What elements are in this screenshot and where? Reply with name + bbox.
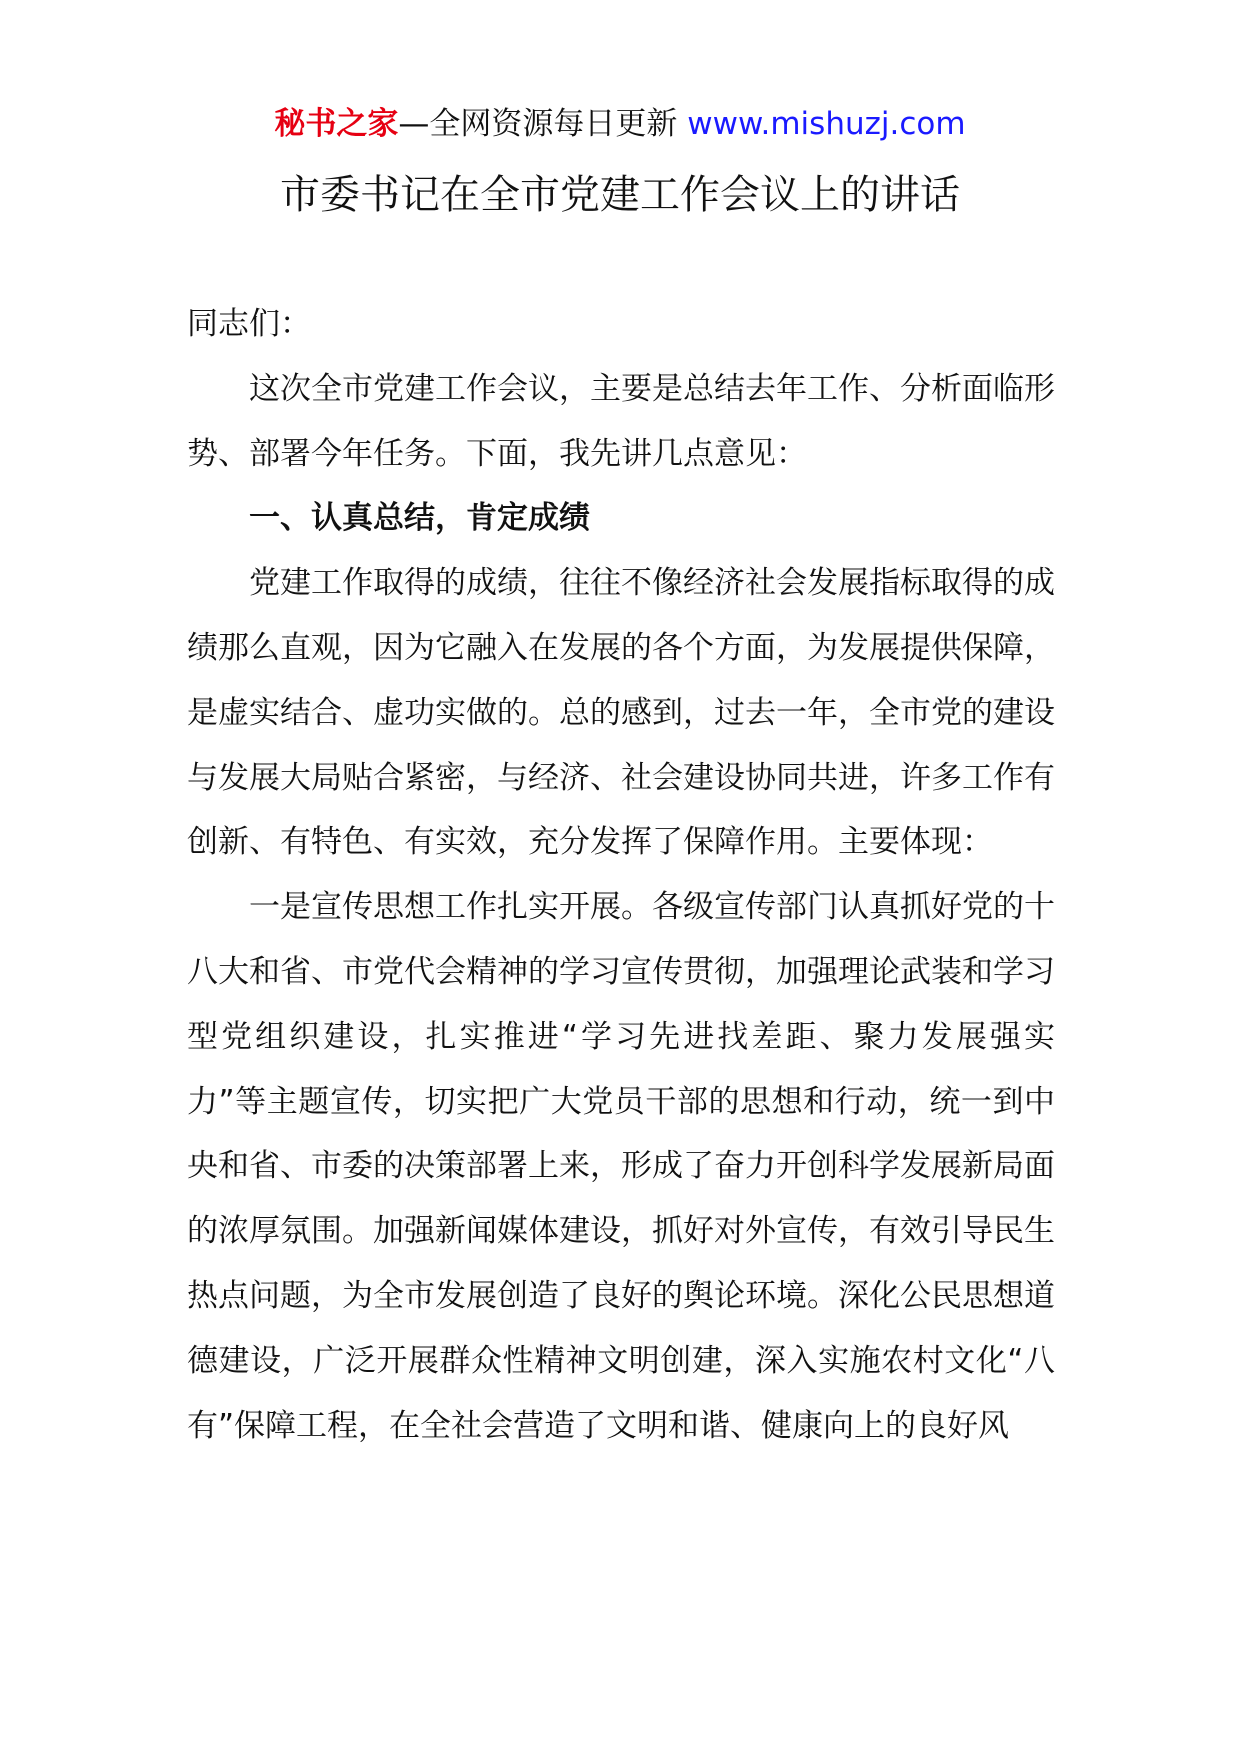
site-brand: 秘书之家 xyxy=(274,106,399,142)
paragraph-achievements: 党建工作取得的成绩，往往不像经济社会发展指标取得的成绩那么直观，因为它融入在发展的各个方面，为发展提供保障，是虚实结合、虚功实做的。总的感到，过去一年，全市党的建设与发展大局贴合紧密，与经济、社会建设协同共进，许多工作有创新、有特色、有实效，充分发挥了保障作用。主要体现： xyxy=(187,565,1055,861)
paragraph-propaganda: 一是宣传思想工作扎实开展。各级宣传部门认真抓好党的十八大和省、市党代会精神的学习宣传贯彻，加强理论武装和学习型党组织建设，扎实推进“学习先进找差距、聚力发展强实力”等主题宣传，切实把广大党员干部的思想和行动，统一到中央和省、市委的决策部署上来，形成了奋力开创科学发展新局面的浓厚氛围。加强新闻媒体建设，抓好对外宣传，有效引导民生热点问题，为全市发展创造了良好的舆论环境。深化公民思想道德建设，广泛开展群众性精神文明创建，深入实施农村文化“八有”保障工程，在全社会营造了文明和谐、健康向上的良好风 xyxy=(187,889,1055,1444)
paragraph-intro: 这次全市党建工作会议，主要是总结去年工作、分析面临形势、部署今年任务。下面，我先讲几点意见： xyxy=(187,370,1055,472)
document-title: 市委书记在全市党建工作会议上的讲话 xyxy=(280,172,960,218)
document-body xyxy=(187,292,1055,1458)
section-heading: 一、认真总结，肯定成绩 xyxy=(249,500,590,537)
site-tagline: —全网资源每日更新 xyxy=(398,106,678,142)
site-header-banner xyxy=(0,104,1240,144)
site-url-link[interactable]: www.mishuzj.com xyxy=(687,106,966,142)
salutation: 同志们： xyxy=(187,306,311,342)
